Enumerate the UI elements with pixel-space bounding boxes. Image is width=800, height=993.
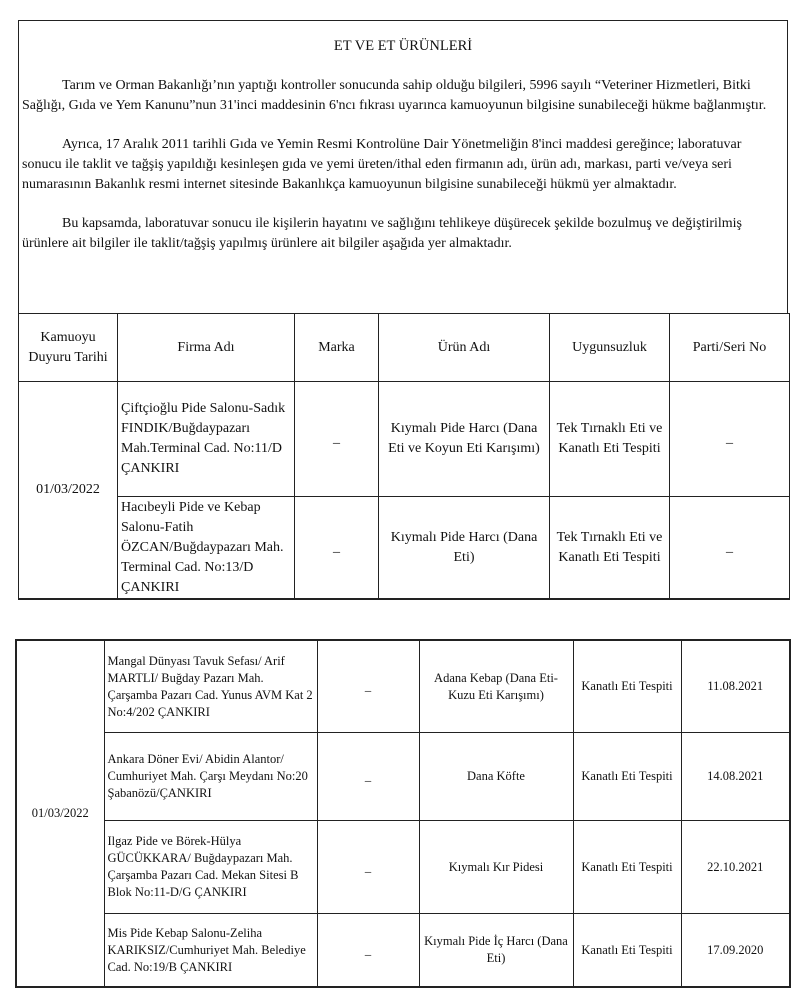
- product-name: Kıymalı Pide Harcı (Dana Eti ve Koyun Eti Karışımı): [379, 382, 550, 497]
- lot-number: 22.10.2021: [681, 821, 790, 914]
- product-name: Adana Kebap (Dana Eti-Kuzu Eti Karışımı): [419, 640, 573, 733]
- brand: _: [317, 640, 419, 733]
- header-lot: Parti/Seri No: [670, 314, 790, 382]
- lot-number: 17.09.2020: [681, 914, 790, 988]
- lot-number: _: [670, 497, 790, 600]
- firm-name: Ankara Döner Evi/ Abidin Alantor/ Cumhuriyet Mah. Çarşı Meydanı No:20 Şabanözü/ÇANKIRI: [104, 733, 317, 821]
- firm-name: Ilgaz Pide ve Börek-Hülya GÜCÜKKARA/ Buğdaypazarı Mah. Çarşamba Pazarı Cad. Mekan Sitesi B Blok No:11-D/G ÇANKIRI: [104, 821, 317, 914]
- header-issue: Uygunsuzluk: [550, 314, 670, 382]
- firm-name: Çiftçioğlu Pide Salonu-Sadık FINDIK/Buğdaypazarı Mah.Terminal Cad. No:11/D ÇANKIRI: [118, 382, 295, 497]
- lot-number: 14.08.2021: [681, 733, 790, 821]
- brand: _: [295, 497, 379, 600]
- table-row: [16, 914, 790, 988]
- nonconformity: Kanatlı Eti Tespiti: [573, 914, 681, 988]
- paragraph: Bu kapsamda, laboratuvar sonucu ile kişilerin hayatını ve sağlığını tehlikeye düşürecek şekilde bozulmuş ve değiştirilmiş ürünlere ait bilgiler ile taklit/tağşiş yapılmış ürünlere ait bilgiler aşağıda yer almaktadır.: [22, 216, 743, 251]
- firm-name: Hacıbeyli Pide ve Kebap Salonu-Fatih ÖZCAN/Buğdaypazarı Mah. Terminal Cad. No:13/D ÇANKIRI: [118, 497, 295, 600]
- header-brand: Marka: [295, 314, 379, 382]
- header-product: Ürün Adı: [379, 314, 550, 382]
- table-row: [19, 497, 790, 600]
- product-name: Kıymalı Pide İç Harcı (Dana Eti): [419, 914, 573, 988]
- table-row: [19, 382, 790, 497]
- lot-number: _: [670, 382, 790, 497]
- nonconformity: Tek Tırnaklı Eti ve Kanatlı Eti Tespiti: [550, 382, 670, 497]
- nonconformity: Kanatlı Eti Tespiti: [573, 640, 681, 733]
- announcement-date: 01/03/2022: [16, 640, 104, 987]
- nonconformity: Kanatlı Eti Tespiti: [573, 821, 681, 914]
- header-firm: Firma Adı: [118, 314, 295, 382]
- table-header-row: [19, 314, 790, 382]
- page-title: ET VE ET ÜRÜNLERİ: [333, 38, 473, 54]
- product-name: Kıymalı Pide Harcı (Dana Eti): [379, 497, 550, 600]
- header-date: Kamuoyu Duyuru Tarihi: [19, 314, 118, 382]
- product-name: Dana Köfte: [419, 733, 573, 821]
- brand: _: [317, 821, 419, 914]
- paragraph: Ayrıca, 17 Aralık 2011 tarihli Gıda ve Yemin Resmi Kontrolüne Dair Yönetmeliğin 8'inci maddesi gereğince; laboratuvar sonucu ile taklit ve tağşiş yapıldığı kesinleşen gıda ve yemi üreten/ithal eden firmanın adı, ürün adı, markası, parti ve/veya seri numarasının Bakanlık resmi internet sitesinde Bakanlıkça kamuoyunun bilgisine sunabileceği hükmü yer almaktadır.: [22, 137, 742, 192]
- firm-name: Mis Pide Kebap Salonu-Zeliha KARIKSIZ/Cumhuriyet Mah. Belediye Cad. No:19/B ÇANKIRI: [104, 914, 317, 988]
- paragraph: Tarım ve Orman Bakanlığı’nın yaptığı kontroller sonucunda sahip olduğu bilgileri, 5996 sayılı “Veteriner Hizmetleri, Bitki Sağlığı, Gıda ve Yem Kanunu”nun 31'inci maddesinin 6'ncı fıkrası uyarınca kamuoyunun bilgisine sunabileceği hükme bağlanmıştır.: [22, 78, 767, 113]
- lot-number: 11.08.2021: [681, 640, 790, 733]
- intro-section: [18, 20, 788, 313]
- table-row: [16, 640, 790, 733]
- brand: _: [317, 914, 419, 988]
- results-table-1: [18, 313, 790, 600]
- nonconformity: Tek Tırnaklı Eti ve Kanatlı Eti Tespiti: [550, 497, 670, 600]
- brand: _: [317, 733, 419, 821]
- results-table-2: [15, 639, 791, 988]
- brand: _: [295, 382, 379, 497]
- nonconformity: Kanatlı Eti Tespiti: [573, 733, 681, 821]
- table-row: [16, 733, 790, 821]
- product-name: Kıymalı Kır Pidesi: [419, 821, 573, 914]
- announcement-date: 01/03/2022: [19, 382, 118, 600]
- table-row: [16, 821, 790, 914]
- firm-name: Mangal Dünyası Tavuk Sefası/ Arif MARTLI/ Buğday Pazarı Mah. Çarşamba Pazarı Cad. Yunus AVM Kat 2 No:4/202 ÇANKIRI: [104, 640, 317, 733]
